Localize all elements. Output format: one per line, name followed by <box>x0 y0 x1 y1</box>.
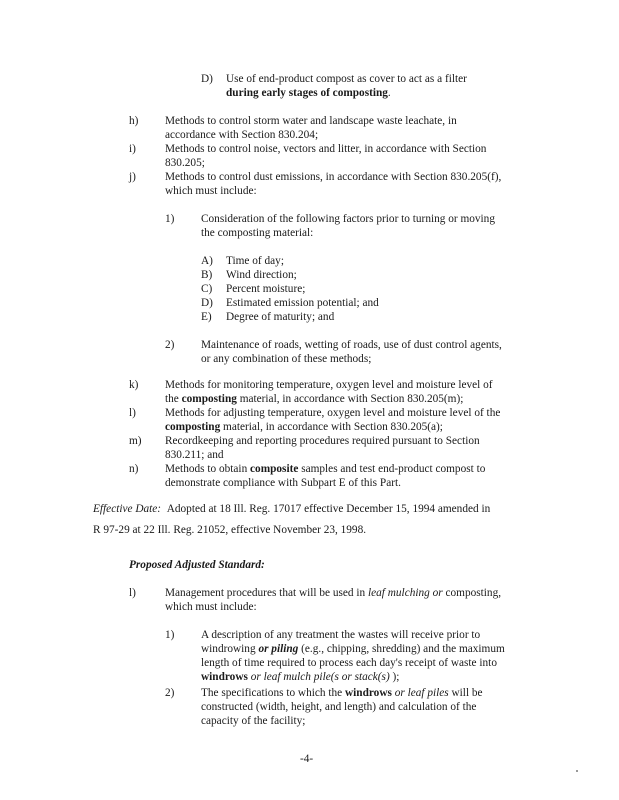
text: composting, <box>442 587 502 599</box>
item-text: A description of any treatment the wastes will receive prior to <box>201 629 481 641</box>
item-text: the composting material: <box>201 227 314 239</box>
effective-date-label: Effective Date: <box>93 503 162 515</box>
effective-date <box>93 502 490 516</box>
factor-text: Wind direction; <box>226 269 297 281</box>
italic-text: or leaf piles <box>391 687 449 699</box>
bold-text: composting <box>181 393 237 405</box>
item-text: length of time required to process each day's receipt of waste into <box>201 657 497 669</box>
text: (e.g., chipping, shredding) and the maximum <box>298 643 505 655</box>
effective-date-text: R 97-29 at 22 Ill. Reg. 21052, effective November 23, 1998. <box>93 524 367 536</box>
text: will be <box>448 687 483 699</box>
item-label: 2) <box>165 687 175 699</box>
item-text <box>226 86 391 100</box>
bold-italic-text: or piling <box>258 643 299 655</box>
text: the <box>165 393 182 405</box>
text: Management procedures that will be used in <box>165 587 368 599</box>
item-label: m) <box>129 435 142 447</box>
factor-text: Time of day; <box>226 255 284 267</box>
text: material, in accordance with Section 830.205(a); <box>220 421 443 433</box>
item-text: Recordkeeping and reporting procedures required pursuant to Section <box>165 435 480 447</box>
item-label: n) <box>129 463 139 475</box>
period: . <box>387 87 391 99</box>
item-text: Methods to control storm water and landscape waste leachate, in <box>165 115 457 127</box>
item-text: Methods for monitoring temperature, oxygen level and moisture level of <box>165 379 493 391</box>
bold-text: windrows <box>201 671 248 683</box>
item-text: 830.211; and <box>165 449 224 461</box>
text: ); <box>389 671 400 683</box>
item-label: l) <box>129 587 136 599</box>
item-text: Consideration of the following factors prior to turning or moving <box>201 213 495 225</box>
section-heading: Proposed Adjusted Standard: <box>129 559 265 571</box>
bold-text: windrows <box>345 687 392 699</box>
item-text: demonstrate compliance with Subpart E of this Part. <box>165 477 401 489</box>
item-text <box>201 686 483 700</box>
factor-text: Percent moisture; <box>226 283 306 295</box>
item-label: 1) <box>165 213 175 225</box>
item-text <box>165 420 443 434</box>
item-text: capacity of the facility; <box>201 715 306 727</box>
item-text: 830.205; <box>165 157 205 169</box>
bold-text: during early stages of composting <box>226 87 388 99</box>
item-text <box>165 392 463 406</box>
item-label: D) <box>201 73 213 85</box>
text: windrowing <box>201 643 259 655</box>
item-label: l) <box>129 407 136 419</box>
item-text: Methods to control noise, vectors and litter, in accordance with Section <box>165 143 487 155</box>
item-text: or any combination of these methods; <box>201 353 372 365</box>
text: Methods to obtain <box>165 463 251 475</box>
italic-text: or leaf mulch pile(s or stack(s) <box>247 671 390 683</box>
bold-text: composite <box>250 463 299 475</box>
effective-date-text: Adopted at 18 Ill. Reg. 17017 effective December 15, 1994 amended in <box>166 503 491 515</box>
item-label: 1) <box>165 629 175 641</box>
item-label: h) <box>129 115 139 127</box>
item-text: accordance with Section 830.204; <box>165 129 319 141</box>
italic-text: leaf mulching or <box>367 587 443 599</box>
scan-speck <box>576 770 578 772</box>
item-text <box>165 586 501 600</box>
item-text: Methods for adjusting temperature, oxygen level and moisture level of the <box>165 407 501 419</box>
item-text: Maintenance of roads, wetting of roads, use of dust control agents, <box>201 339 502 351</box>
factor-text: Degree of maturity; and <box>226 311 335 323</box>
text: material, in accordance with Section 830.205(m); <box>236 393 464 405</box>
item-text <box>201 642 505 656</box>
item-text: which must include: <box>165 185 257 197</box>
page-number: -4- <box>300 753 314 765</box>
bold-text: composting <box>165 421 221 433</box>
factor-label: C) <box>201 283 213 295</box>
item-text <box>201 670 399 684</box>
item-text: constructed (width, height, and length) and calculation of the <box>201 701 477 713</box>
item-label: 2) <box>165 339 175 351</box>
text: The specifications to which the <box>201 687 345 699</box>
factor-text: Estimated emission potential; and <box>226 297 379 309</box>
item-label: j) <box>129 171 136 183</box>
factor-label: D) <box>201 297 213 309</box>
factor-label: A) <box>201 255 213 267</box>
item-text: which must include: <box>165 601 257 613</box>
factor-label: E) <box>201 311 212 323</box>
item-label: i) <box>129 143 136 155</box>
item-text <box>165 462 485 476</box>
item-label: k) <box>129 379 139 391</box>
factor-label: B) <box>201 269 213 281</box>
text: samples and test end-product compost to <box>298 463 486 475</box>
item-text: Use of end-product compost as cover to act as a filter <box>226 73 467 85</box>
item-text: Methods to control dust emissions, in accordance with Section 830.205(f), <box>165 171 502 183</box>
